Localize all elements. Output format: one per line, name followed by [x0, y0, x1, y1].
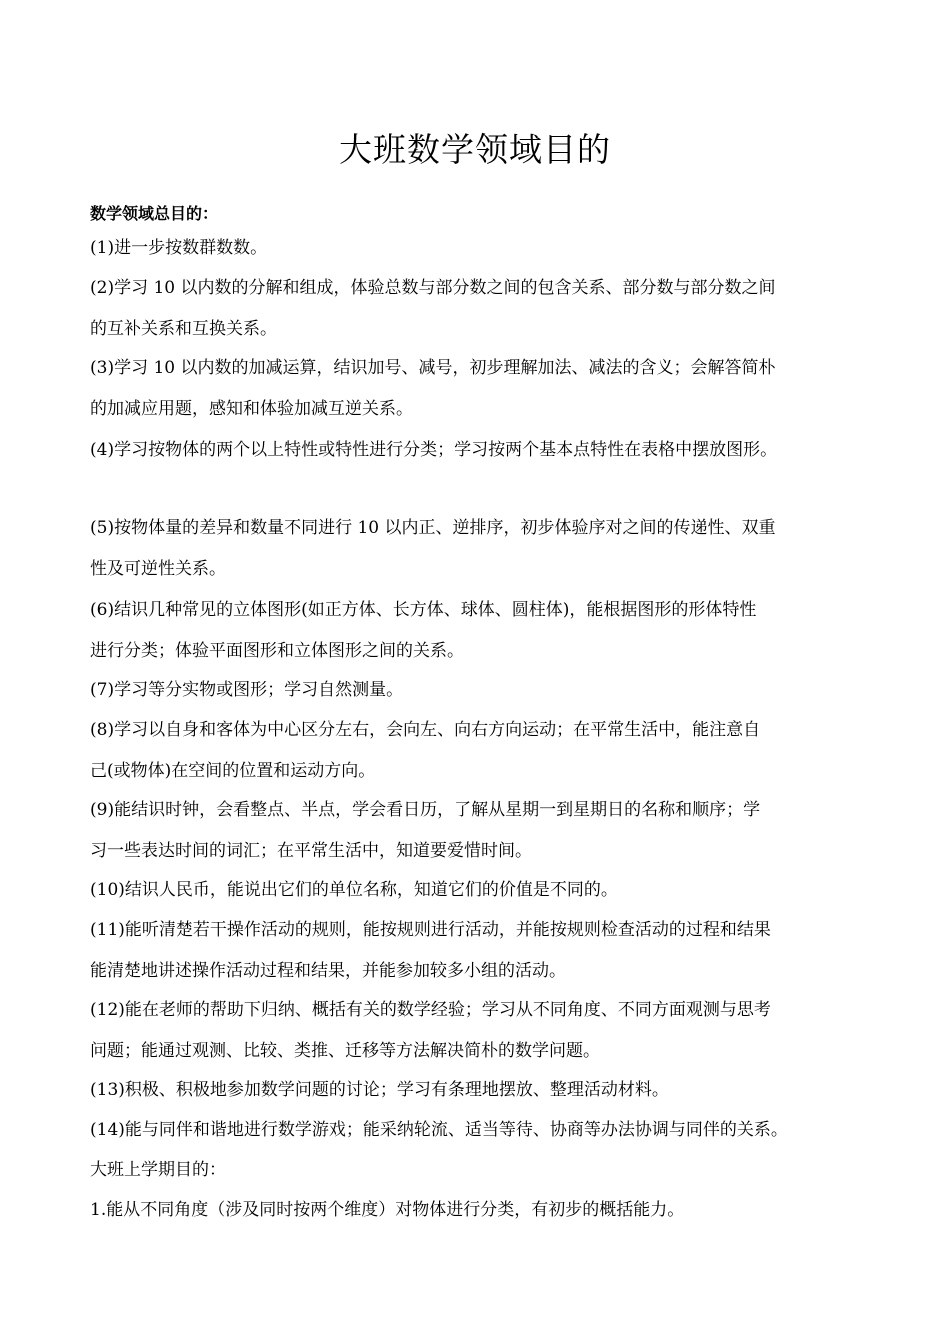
paragraph [90, 670, 880, 711]
paragraph-line: (7)学习等分实物或图形；学习自然测量。 [90, 680, 404, 700]
paragraph-line: (12)能在老师的帮助下归纳、概括有关的数学经验；学习从不同角度、不同方面观测与思考 [90, 1000, 771, 1020]
paragraph-line: (13)积极、积极地参加数学问题的讨论；学习有条理地摆放、整理活动材料。 [90, 1080, 669, 1100]
paragraph [90, 348, 880, 430]
paragraph-line: 问题；能通过观测、比较、类推、迁移等方法解决简朴的数学问题。 [90, 1041, 600, 1061]
paragraph-line: 1.能从不同角度（涉及同时按两个维度）对物体进行分类，有初步的概括能力。 [90, 1200, 685, 1220]
paragraph [90, 430, 880, 471]
paragraph [90, 910, 880, 992]
paragraph-line: 性及可逆性关系。 [90, 559, 226, 579]
paragraph-line: 己(或物体)在空间的位置和运动方向。 [90, 761, 376, 781]
paragraph-line: (9)能结识时钟，会看整点、半点，学会看日历，了解从星期一到星期日的名称和顺序；学 [90, 800, 761, 820]
paragraph-line: 进行分类；体验平面图形和立体图形之间的关系。 [90, 641, 464, 661]
paragraph-line: (10)结识人民币，能说出它们的单位名称，知道它们的价值是不同的。 [90, 880, 618, 900]
paragraph [90, 790, 880, 872]
paragraph [90, 1190, 880, 1231]
paragraph-line: 大班上学期目的： [90, 1160, 226, 1180]
paragraph [90, 870, 880, 911]
paragraph [90, 1110, 880, 1151]
paragraph-line: (3)学习 10 以内数的加减运算，结识加号、减号，初步理解加法、减法的含义；会解答简朴 [90, 358, 776, 378]
paragraph-line: (11)能听清楚若干操作活动的规则，能按规则进行活动，并能按规则检查活动的过程和结果 [90, 920, 771, 940]
paragraph-line: (4)学习按物体的两个以上特性或特性进行分类；学习按两个基本点特性在表格中摆放图形。 [90, 440, 778, 460]
paragraph-line: 的互补关系和互换关系。 [90, 319, 277, 339]
paragraph [90, 268, 880, 350]
paragraph-line: (2)学习 10 以内数的分解和组成，体验总数与部分数之间的包含关系、部分数与部分数之间 [90, 278, 776, 298]
paragraph-line: (6)结识几种常见的立体图形(如正方体、长方体、球体、圆柱体)，能根据图形的形体特性 [90, 600, 757, 620]
paragraph [90, 228, 880, 269]
paragraph-line: (14)能与同伴和谐地进行数学游戏；能采纳轮流、适当等待、协商等办法协调与同伴的关系。 [90, 1120, 788, 1140]
paragraph-line: (8)学习以自身和客体为中心区分左右，会向左、向右方向运动；在平常生活中，能注意自 [90, 720, 761, 740]
paragraph [90, 1150, 880, 1191]
paragraph [90, 1070, 880, 1111]
document-title: 大班数学领域目的 [339, 130, 611, 169]
paragraph [90, 710, 880, 792]
paragraph [90, 508, 880, 590]
paragraph [90, 590, 880, 672]
paragraph-line: 能清楚地讲述操作活动过程和结果，并能参加较多小组的活动。 [90, 961, 566, 981]
paragraph-line: 的加减应用题，感知和体验加减互逆关系。 [90, 399, 413, 419]
paragraph [90, 990, 880, 1072]
paragraph-line: 习一些表达时间的词汇；在平常生活中，知道要爱惜时间。 [90, 841, 532, 861]
paragraph-line: (1)进一步按数群数数。 [90, 238, 268, 258]
paragraph-line: (5)按物体量的差异和数量不同进行 10 以内正、逆排序，初步体验序对之间的传递性、双重 [90, 518, 776, 538]
section-heading: 数学领域总目的： [90, 204, 219, 223]
